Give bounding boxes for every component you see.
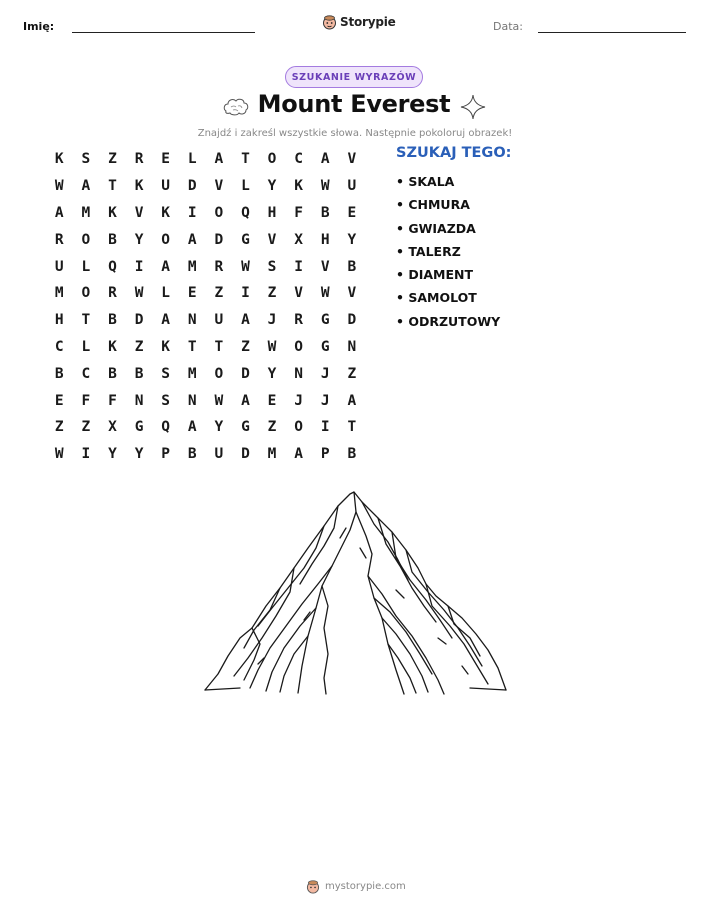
grid-letter[interactable]: L <box>187 151 197 168</box>
grid-letter[interactable]: K <box>161 204 171 221</box>
grid-letter[interactable]: Y <box>108 446 117 463</box>
grid-letter[interactable]: J <box>294 392 303 409</box>
grid-letter[interactable]: W <box>54 178 64 195</box>
grid-letter[interactable]: K <box>108 204 117 221</box>
grid-letter[interactable]: Z <box>81 419 91 436</box>
grid-letter[interactable]: Y <box>267 178 277 195</box>
grid-letter[interactable]: B <box>320 204 330 221</box>
grid-letter[interactable]: H <box>267 204 277 221</box>
mascot-icon <box>306 879 320 894</box>
grid-letter[interactable]: O <box>81 231 91 248</box>
grid-letter[interactable]: S <box>161 365 171 382</box>
grid-letter[interactable]: C <box>294 151 303 168</box>
grid-letter[interactable]: J <box>320 392 330 409</box>
grid-letter[interactable]: V <box>347 285 357 302</box>
grid-letter[interactable]: L <box>81 338 91 355</box>
grid-letter[interactable]: X <box>108 419 117 436</box>
grid-letter[interactable]: Z <box>108 151 117 168</box>
grid-letter[interactable]: I <box>134 258 144 275</box>
grid-letter[interactable]: E <box>54 392 64 409</box>
grid-letter[interactable]: W <box>241 258 250 275</box>
grid-letter[interactable]: O <box>267 151 277 168</box>
word-list-title: SZUKAJ TEGO: <box>396 145 512 161</box>
grid-letter[interactable]: Z <box>54 419 64 436</box>
grid-letter[interactable]: D <box>241 446 250 463</box>
grid-letter[interactable]: N <box>347 338 357 355</box>
grid-letter[interactable]: Y <box>134 446 144 463</box>
grid-letter[interactable]: Y <box>347 231 357 248</box>
grid-letter[interactable]: N <box>187 392 197 409</box>
grid-letter[interactable]: U <box>347 178 357 195</box>
grid-letter[interactable]: E <box>347 204 357 221</box>
grid-letter[interactable]: B <box>347 446 357 463</box>
grid-letter[interactable]: A <box>241 312 250 329</box>
grid-letter[interactable]: K <box>294 178 303 195</box>
grid-row <box>46 334 366 361</box>
grid-letter[interactable]: N <box>187 312 197 329</box>
grid-letter[interactable]: T <box>187 338 197 355</box>
grid-letter[interactable]: Z <box>347 365 357 382</box>
grid-letter[interactable]: B <box>108 365 117 382</box>
grid-letter[interactable]: B <box>134 365 144 382</box>
grid-letter[interactable]: F <box>294 204 303 221</box>
grid-row <box>46 146 366 173</box>
grid-letter[interactable]: W <box>320 285 330 302</box>
grid-letter[interactable]: I <box>294 258 303 275</box>
grid-letter[interactable]: G <box>320 312 330 329</box>
grid-letter[interactable]: Q <box>241 204 250 221</box>
grid-letter[interactable]: S <box>161 392 171 409</box>
grid-letter[interactable]: M <box>267 446 277 463</box>
grid-row <box>46 307 366 334</box>
grid-letter[interactable]: G <box>134 419 144 436</box>
word-list-item: • ODRZUTOWY <box>396 313 501 329</box>
word-list-item: • GWIAZDA <box>396 220 476 236</box>
grid-letter[interactable]: O <box>214 204 224 221</box>
grid-letter[interactable]: J <box>320 365 330 382</box>
grid-row <box>46 280 366 307</box>
grid-letter[interactable]: W <box>320 178 330 195</box>
grid-letter[interactable]: C <box>81 365 91 382</box>
word-list <box>396 170 500 333</box>
grid-letter[interactable]: A <box>241 392 250 409</box>
grid-letter[interactable]: N <box>294 365 303 382</box>
grid-letter[interactable]: Z <box>267 419 277 436</box>
logo-text: Storypie <box>340 15 396 29</box>
grid-letter[interactable]: T <box>108 178 117 195</box>
grid-row <box>46 226 366 253</box>
grid-letter[interactable]: U <box>54 258 64 275</box>
grid-letter[interactable]: V <box>347 151 357 168</box>
grid-letter[interactable]: Q <box>108 258 117 275</box>
grid-letter[interactable]: J <box>267 312 277 329</box>
grid-letter[interactable]: O <box>161 231 171 248</box>
grid-letter[interactable]: Y <box>214 419 224 436</box>
footer-url: mystorypie.com <box>325 881 406 892</box>
grid-letter[interactable]: T <box>214 338 224 355</box>
grid-letter[interactable]: S <box>267 258 277 275</box>
instructions: Znajdź i zakreśl wszystkie słowa. Następnie pokoloruj obrazek! <box>197 128 513 139</box>
grid-letter[interactable]: I <box>81 446 91 463</box>
grid-letter[interactable]: I <box>187 204 197 221</box>
storypie-logo <box>322 14 396 30</box>
footer <box>306 879 406 894</box>
grid-letter[interactable]: R <box>134 151 144 168</box>
grid-letter[interactable]: N <box>134 392 144 409</box>
grid-letter[interactable]: K <box>108 338 117 355</box>
grid-letter[interactable]: P <box>161 446 171 463</box>
grid-letter[interactable]: V <box>134 204 144 221</box>
grid-letter[interactable]: T <box>347 419 357 436</box>
grid-letter[interactable]: W <box>134 285 144 302</box>
grid-letter[interactable]: B <box>54 365 64 382</box>
grid-letter[interactable]: O <box>294 419 303 436</box>
grid-letter[interactable]: B <box>108 312 117 329</box>
grid-letter[interactable]: O <box>294 338 303 355</box>
date-label: Data: <box>493 20 523 33</box>
grid-letter[interactable]: F <box>81 392 91 409</box>
grid-letter[interactable]: Y <box>134 231 144 248</box>
grid-letter[interactable]: D <box>187 178 197 195</box>
grid-row <box>46 360 366 387</box>
grid-letter[interactable]: U <box>214 312 224 329</box>
grid-letter[interactable]: W <box>267 338 277 355</box>
grid-letter[interactable]: U <box>161 178 171 195</box>
grid-letter[interactable]: W <box>54 446 64 463</box>
grid-row <box>46 173 366 200</box>
grid-letter[interactable]: O <box>81 285 91 302</box>
grid-letter[interactable]: G <box>241 419 250 436</box>
grid-letter[interactable]: A <box>161 312 171 329</box>
word-list-item: • SAMOLOT <box>396 290 477 306</box>
name-label: Imię: <box>23 20 55 33</box>
grid-letter[interactable]: A <box>81 178 91 195</box>
grid-letter[interactable]: G <box>241 231 250 248</box>
grid-letter[interactable]: S <box>81 151 91 168</box>
grid-letter[interactable]: C <box>54 338 64 355</box>
grid-letter[interactable]: R <box>214 258 224 275</box>
word-list-item: • SKALA <box>396 174 455 189</box>
grid-letter[interactable]: I <box>320 419 330 436</box>
grid-letter[interactable]: A <box>187 419 197 436</box>
grid-letter[interactable]: R <box>108 285 117 302</box>
sparkle-icon <box>460 94 486 120</box>
grid-letter[interactable]: M <box>187 258 197 275</box>
grid-letter[interactable]: X <box>294 231 303 248</box>
grid-row <box>46 387 366 414</box>
grid-letter[interactable]: L <box>241 178 250 195</box>
grid-letter[interactable]: D <box>241 365 250 382</box>
grid-row <box>46 414 366 441</box>
grid-row <box>46 441 366 468</box>
grid-letter[interactable]: M <box>81 204 91 221</box>
grid-letter[interactable]: W <box>214 392 224 409</box>
activity-badge: SZUKANIE WYRAZÓW <box>285 66 423 88</box>
grid-letter[interactable]: V <box>320 258 330 275</box>
grid-letter[interactable]: R <box>294 312 303 329</box>
grid-letter[interactable]: E <box>267 392 277 409</box>
name-line <box>72 32 255 33</box>
grid-letter[interactable]: Z <box>134 338 144 355</box>
grid-letter[interactable]: Z <box>267 285 277 302</box>
grid-letter[interactable]: K <box>161 338 171 355</box>
word-list-item: • TALERZ <box>396 243 461 259</box>
grid-letter[interactable]: V <box>267 231 277 248</box>
word-list-item: • DIAMENT <box>396 267 474 283</box>
grid-row <box>46 253 366 280</box>
grid-letter[interactable]: L <box>81 258 91 275</box>
grid-letter[interactable]: A <box>187 231 197 248</box>
grid-letter[interactable]: F <box>108 392 117 409</box>
grid-letter[interactable]: D <box>347 312 357 329</box>
grid-letter[interactable]: Z <box>214 285 224 302</box>
grid-letter[interactable]: I <box>241 285 250 302</box>
grid-row <box>46 200 366 227</box>
grid-letter[interactable]: E <box>161 151 171 168</box>
grid-letter[interactable]: A <box>320 151 330 168</box>
grid-letter[interactable]: D <box>214 231 224 248</box>
grid-letter[interactable]: G <box>320 338 330 355</box>
grid-letter[interactable]: A <box>214 151 224 168</box>
grid-letter[interactable]: H <box>320 231 330 248</box>
mascot-icon <box>322 14 337 30</box>
word-list-item: • CHMURA <box>396 197 470 213</box>
grid-letter[interactable]: T <box>81 312 91 329</box>
grid-letter[interactable]: B <box>187 446 197 463</box>
grid-letter[interactable]: V <box>294 285 303 302</box>
grid-letter[interactable]: P <box>320 446 330 463</box>
grid-letter[interactable]: V <box>214 178 224 195</box>
grid-letter[interactable]: E <box>187 285 197 302</box>
grid-letter[interactable]: A <box>54 204 64 221</box>
grid-letter[interactable]: K <box>54 151 64 168</box>
grid-letter[interactable]: A <box>161 258 171 275</box>
grid-letter[interactable]: D <box>134 312 144 329</box>
grid-letter[interactable]: A <box>294 446 303 463</box>
mountain-illustration <box>200 488 510 703</box>
grid-letter[interactable]: A <box>347 392 357 409</box>
grid-letter[interactable]: K <box>134 178 144 195</box>
grid-letter[interactable]: U <box>214 446 224 463</box>
page-title: Mount Everest <box>257 90 451 118</box>
grid-letter[interactable]: T <box>241 151 250 168</box>
grid-letter[interactable]: Z <box>241 338 250 355</box>
word-search-grid <box>46 146 366 468</box>
grid-letter[interactable]: L <box>161 285 171 302</box>
grid-letter[interactable]: O <box>214 365 224 382</box>
grid-letter[interactable]: B <box>108 231 117 248</box>
date-line <box>538 32 686 33</box>
grid-letter[interactable]: R <box>54 231 64 248</box>
grid-letter[interactable]: Y <box>267 365 277 382</box>
grid-letter[interactable]: M <box>187 365 197 382</box>
grid-letter[interactable]: B <box>347 258 357 275</box>
grid-letter[interactable]: H <box>54 312 64 329</box>
grid-letter[interactable]: Q <box>161 419 171 436</box>
grid-letter[interactable]: M <box>54 285 64 302</box>
